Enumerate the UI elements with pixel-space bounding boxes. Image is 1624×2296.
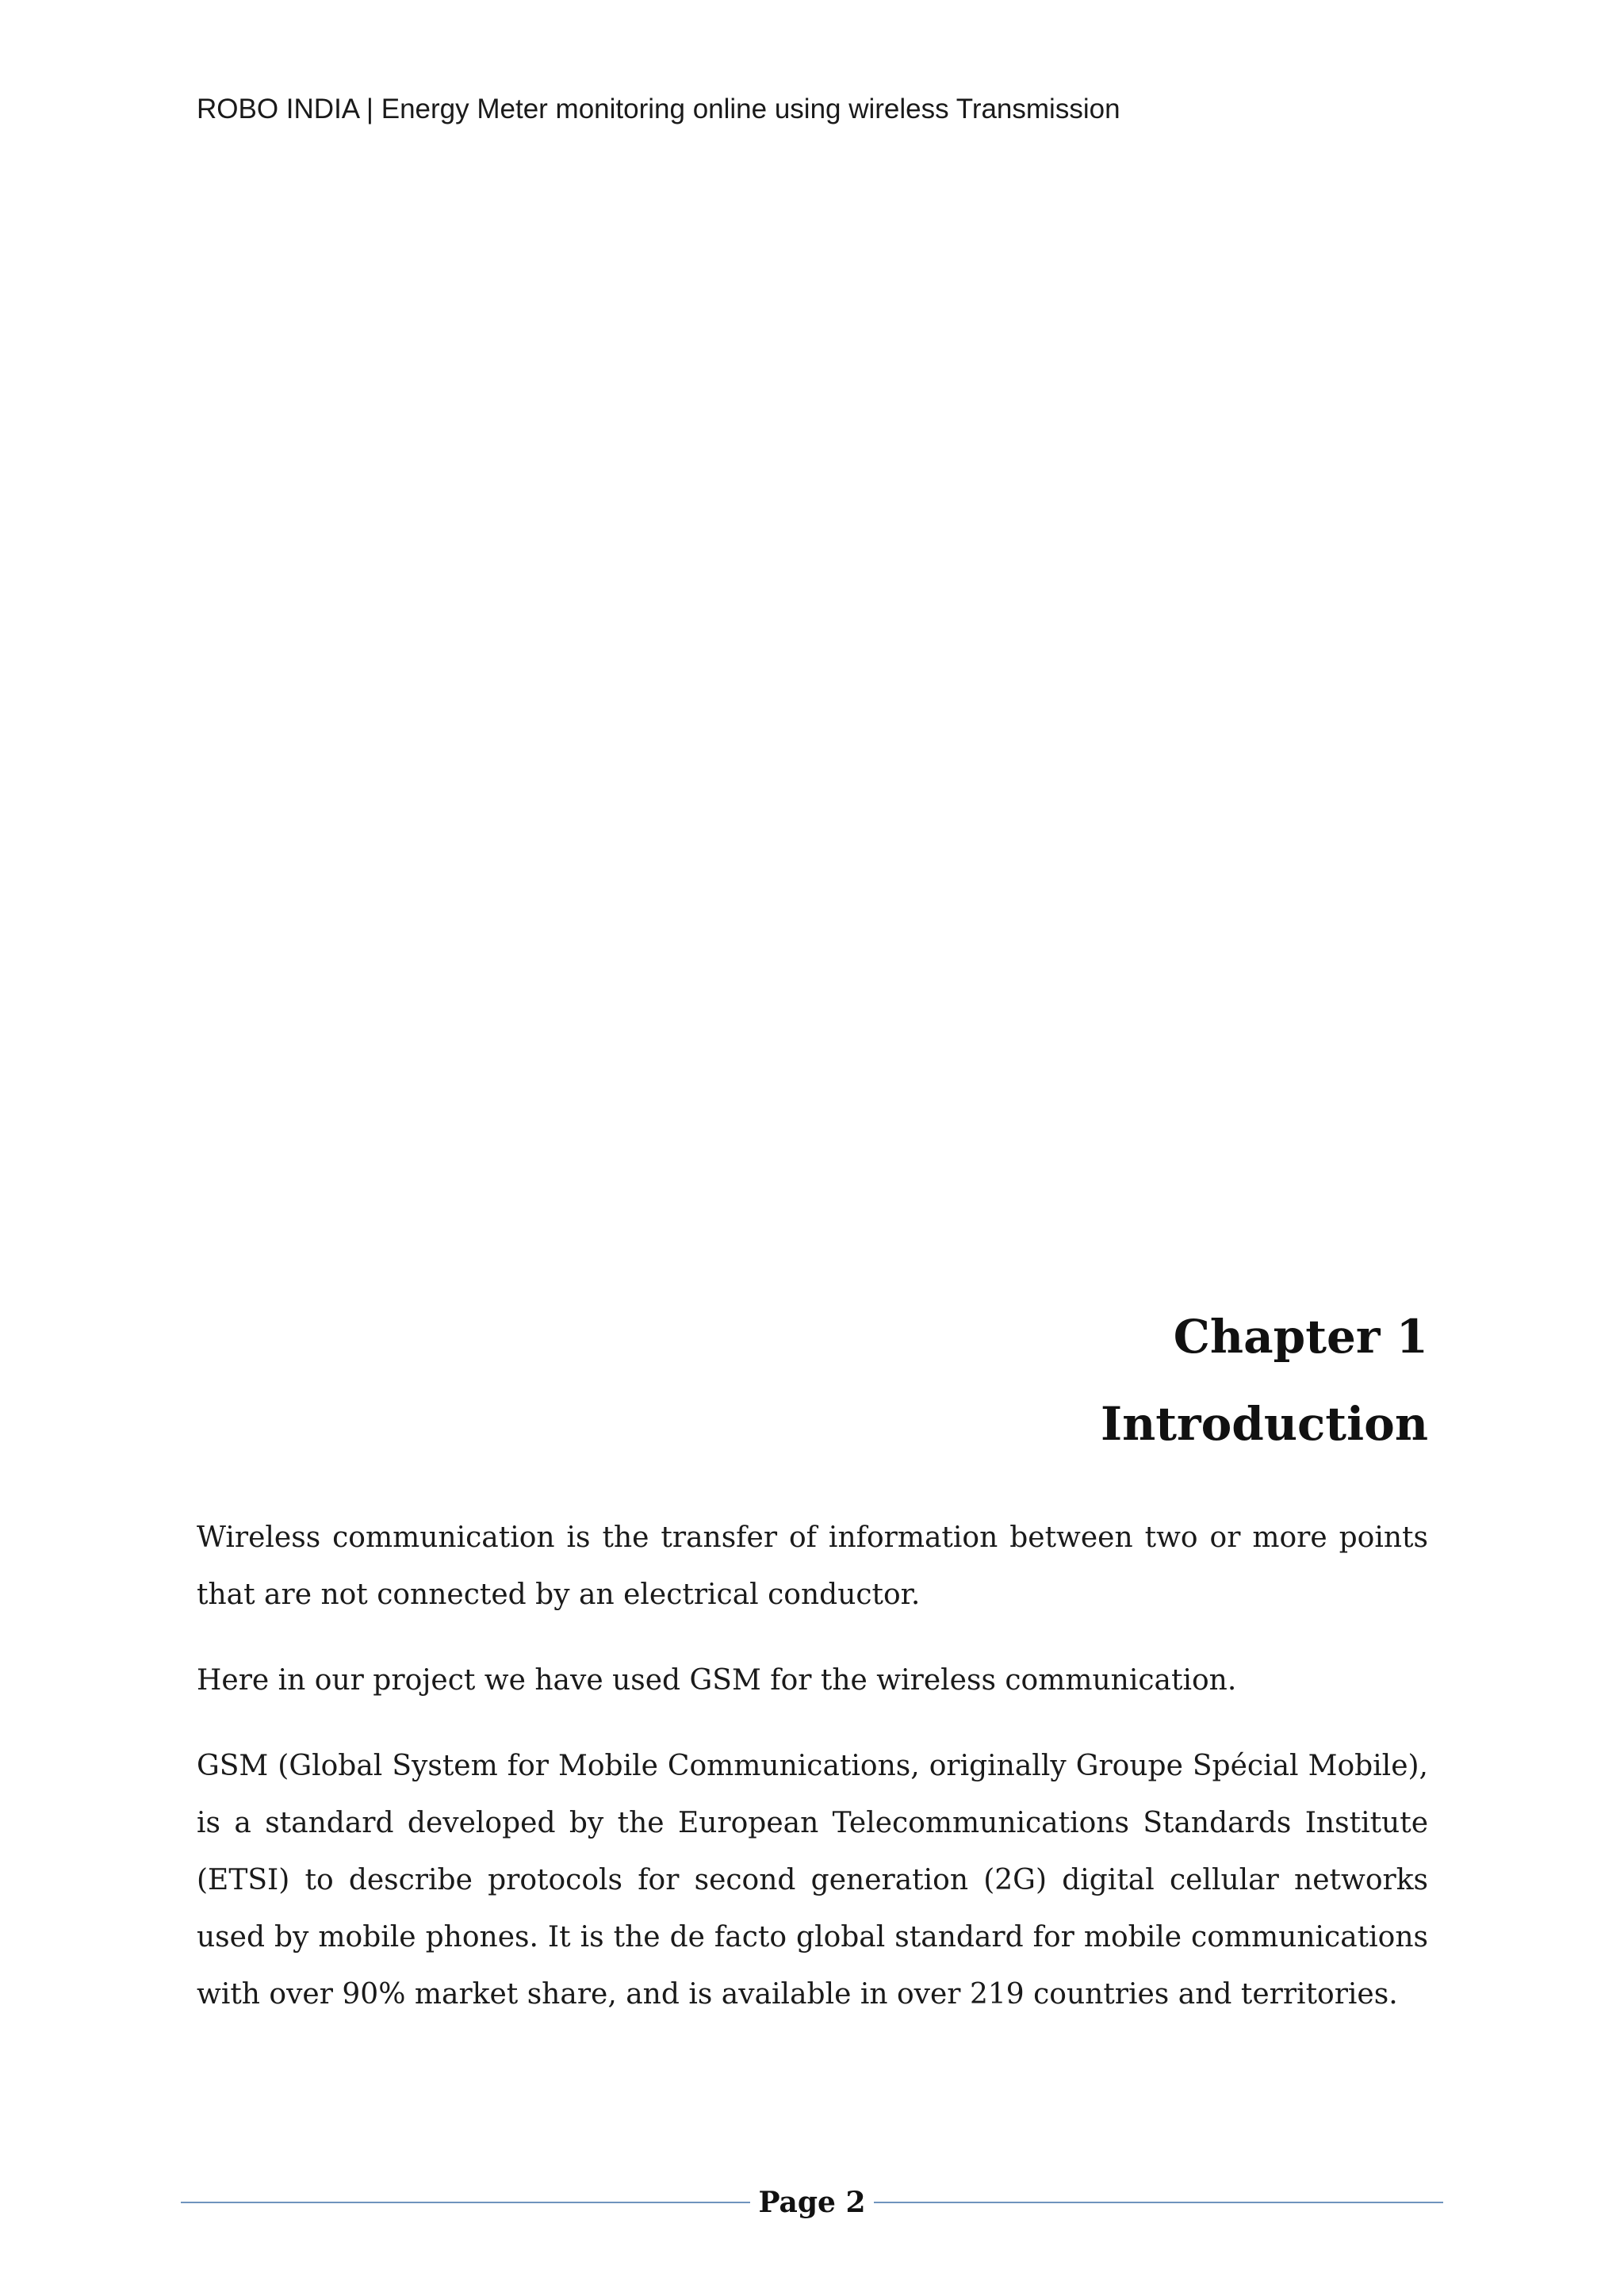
body-paragraph: GSM (Global System for Mobile Communications, originally Groupe Spécial Mobile), is a standard developed by the European Telecommunications Standards Institute (ETSI) to describe protocols for second generation (2G) digital cellular networks used by mobile phones. It is the de facto global standard for mobile communications with over 90% market share, and is available in over 219 countries and territories. — [197, 1750, 1428, 2011]
body-paragraph: Wireless communication is the transfer of information between two or more points that are not connected by an electrical conductor. — [197, 1521, 1428, 1611]
page-number: Page 2 — [758, 2186, 866, 2219]
body-paragraph: Here in our project we have used GSM for the wireless communication. — [197, 1664, 1237, 1697]
chapter-title: Introduction — [1100, 1397, 1428, 1451]
footer-rule-right — [874, 2202, 1443, 2203]
running-header: ROBO INDIA | Energy Meter monitoring online using wireless Transmission — [197, 94, 1120, 124]
chapter-heading — [1101, 1307, 1428, 1454]
chapter-number: Chapter 1 — [1173, 1310, 1428, 1364]
page-footer — [181, 2179, 1443, 2226]
